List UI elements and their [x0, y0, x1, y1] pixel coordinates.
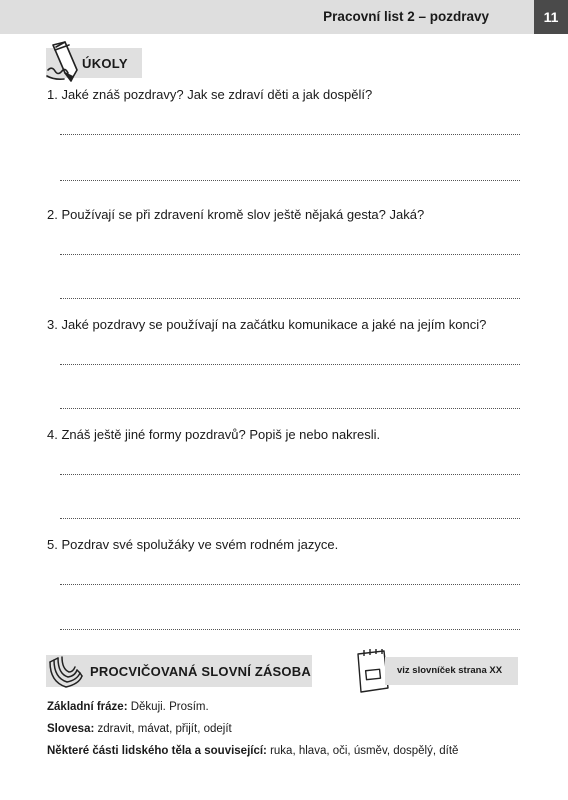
answer-line[interactable]	[60, 629, 520, 630]
question-4: 4. Znáš ještě jiné formy pozdravů? Popiš je nebo nakresli.	[47, 427, 381, 442]
pen-writing-icon	[44, 40, 82, 89]
vocabulary-row-body-parts	[47, 745, 458, 757]
answer-line[interactable]	[60, 254, 520, 255]
tasks-section-label: ÚKOLY	[82, 56, 128, 71]
pencils-icon	[46, 654, 86, 695]
answer-line[interactable]	[60, 584, 520, 585]
vocabulary-row-label: Některé části lidského těla a související:	[47, 745, 267, 757]
vocabulary-row-label: Základní fráze:	[47, 701, 128, 713]
answer-line[interactable]	[60, 518, 520, 519]
vocabulary-reference: viz slovníček strana XX	[397, 665, 503, 676]
vocabulary-section-label: PROCVIČOVANÁ SLOVNÍ ZÁSOBA	[90, 664, 311, 679]
answer-line[interactable]	[60, 364, 520, 365]
question-3: 3. Jaké pozdravy se používají na začátku komunikace a jaké na jejím konci?	[47, 317, 487, 332]
answer-line[interactable]	[60, 408, 520, 409]
vocabulary-row-phrases	[47, 701, 209, 713]
worksheet-title: Pracovní list 2 – pozdravy	[323, 9, 489, 24]
vocabulary-row-value: zdravit, mávat, přijít, odejít	[94, 723, 232, 735]
vocabulary-row-label: Slovesa:	[47, 723, 95, 735]
vocabulary-row-verbs	[47, 723, 232, 735]
answer-line[interactable]	[60, 180, 520, 181]
vocabulary-row-value: ruka, hlava, oči, úsměv, dospělý, dítě	[266, 745, 459, 757]
answer-line[interactable]	[60, 134, 520, 135]
vocabulary-reference-box	[385, 657, 518, 685]
page-number: 11	[534, 0, 568, 34]
answer-line[interactable]	[60, 474, 520, 475]
question-5: 5. Pozdrav své spolužáky ve svém rodném jazyce.	[47, 537, 339, 552]
vocabulary-row-value: Děkuji. Prosím.	[127, 701, 209, 713]
question-1: 1. Jaké znáš pozdravy? Jak se zdraví děti a jak dospělí?	[47, 87, 373, 102]
question-2: 2. Používají se při zdravení kromě slov ještě nějaká gesta? Jaká?	[47, 207, 425, 222]
header-bar	[0, 0, 534, 34]
answer-line[interactable]	[60, 298, 520, 299]
